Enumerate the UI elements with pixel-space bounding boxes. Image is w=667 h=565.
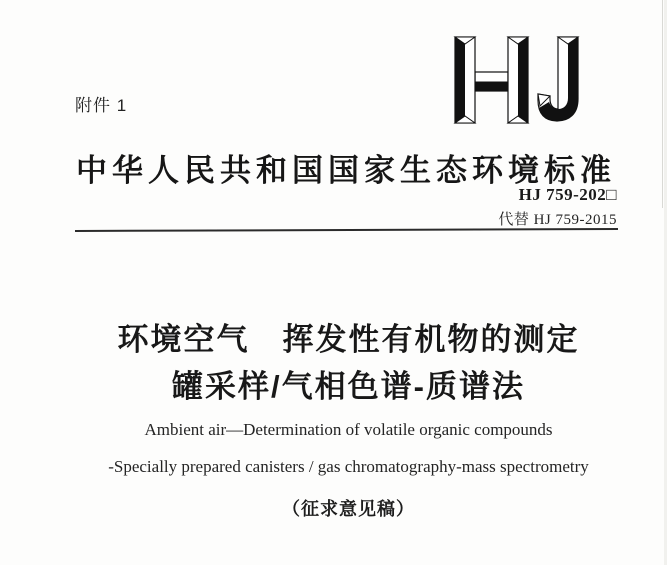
scan-edge-line bbox=[662, 0, 663, 208]
standard-header-title: 中华人民共和国国家生态环境标准 bbox=[76, 153, 616, 188]
header-rule bbox=[75, 228, 618, 232]
standard-number-block bbox=[498, 185, 617, 229]
title-cn-line1: 环境空气 挥发性有机物的测定 bbox=[117, 322, 580, 357]
title-en-line2: -Specially prepared canisters / gas chromatography-mass spectrometry bbox=[108, 457, 589, 476]
title-cn-line2: 罐采样/气相色谱-质谱法 bbox=[172, 369, 525, 404]
standard-number: HJ 759-202□ bbox=[518, 185, 617, 204]
title-en-line1: Ambient air—Determination of volatile organic compounds bbox=[144, 420, 553, 439]
hj-logo-icon bbox=[452, 34, 582, 126]
replaces-note: 代替 HJ 759-2015 bbox=[498, 212, 617, 228]
hj-logo-text bbox=[0, 0, 1, 1]
attachment-label: 附件 1 bbox=[75, 96, 128, 115]
draft-note: （征求意见稿） bbox=[282, 499, 415, 519]
